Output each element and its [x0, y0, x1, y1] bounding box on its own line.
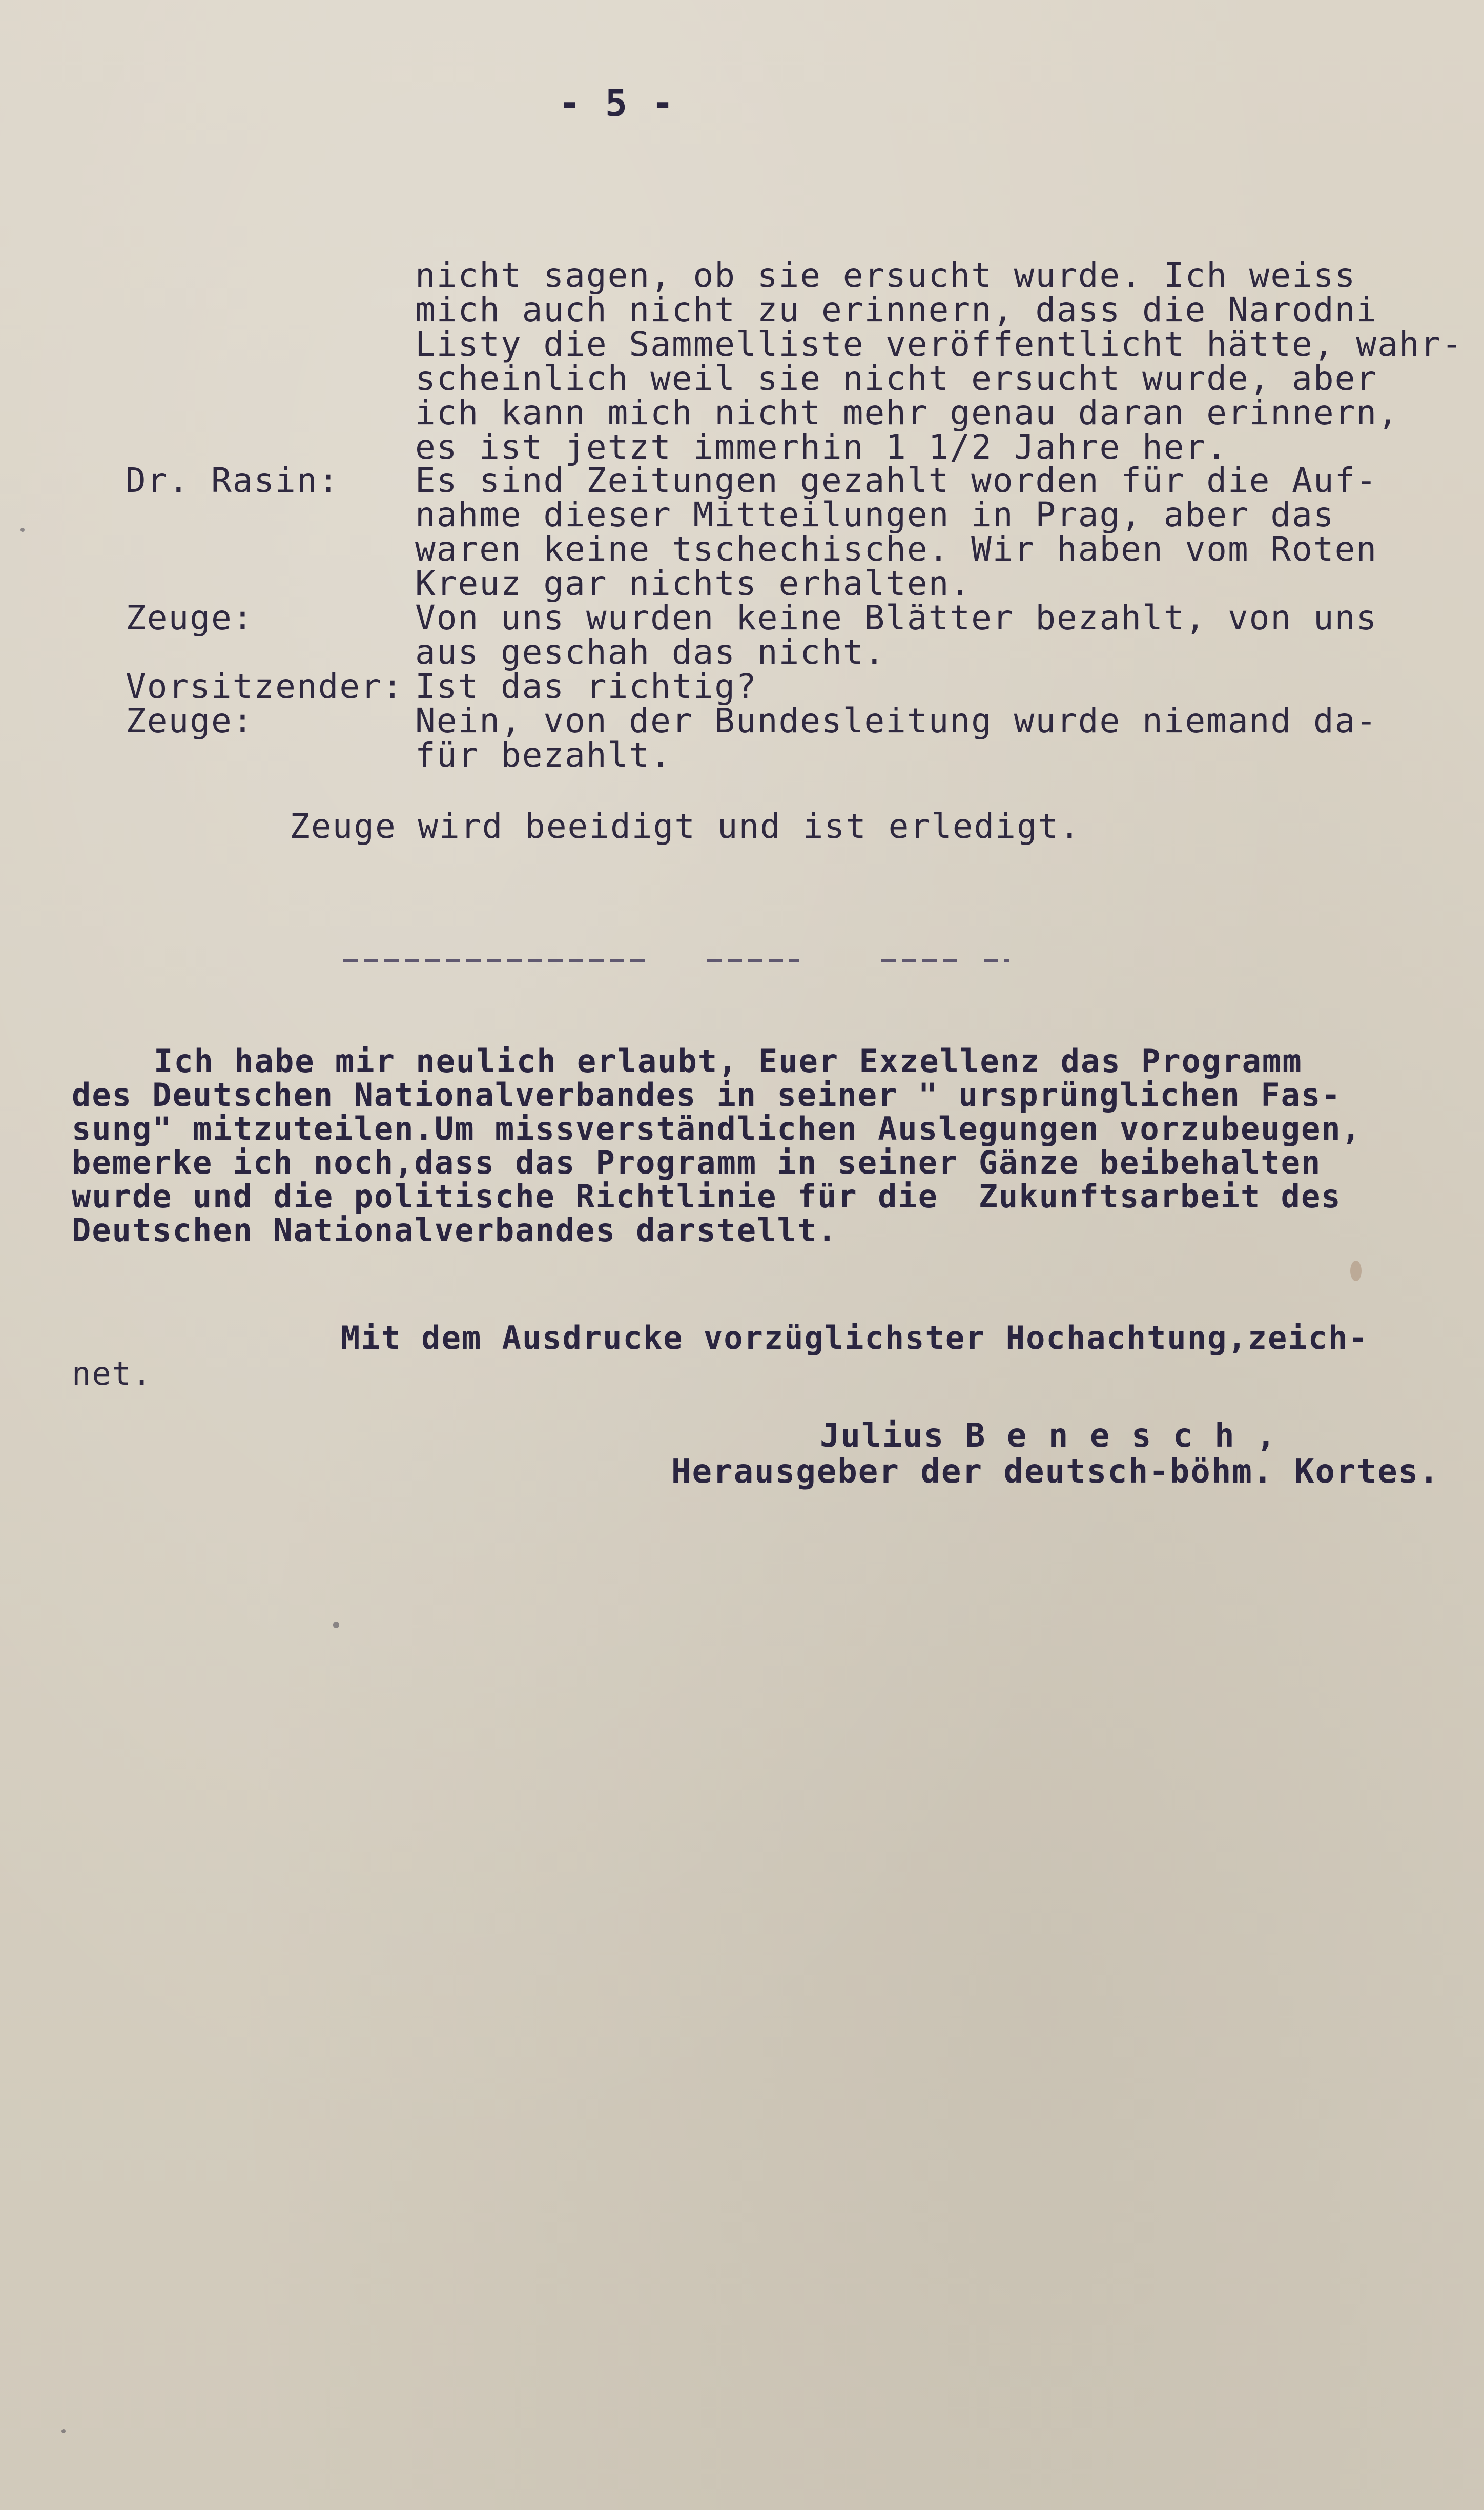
closing-line: net. — [72, 1355, 153, 1392]
bleed-through-text — [779, 56, 791, 99]
letter-line: Ich habe mir neulich erlaubt, Euer Exzellenz das Programm — [154, 1042, 1303, 1080]
speaker-label: Zeuge: — [126, 598, 254, 637]
text-line: Listy die Sammelliste veröffentlicht hätte, wahr- — [415, 324, 1464, 364]
text-line: es ist jetzt immerhin 1 1/2 Jahre her. — [415, 427, 1228, 467]
text-line: ich kann mich nicht mehr genau daran erinnern, — [415, 393, 1399, 433]
utterance-line: Von uns wurden keine Blätter bezahlt, von uns — [415, 598, 1378, 637]
signatory-title: Herausgeber der deutsch-böhm. Kortes. — [671, 1453, 1440, 1491]
letter-line: wurde und die politische Richtlinie für die Zukunftsarbeit des — [72, 1178, 1342, 1215]
page-number: - 5 - — [559, 81, 675, 125]
letter-line: sung" mitzuteilen.Um missverständlichen Auslegungen vorzubeugen, — [72, 1110, 1362, 1147]
text-line: mich auch nicht zu erinnern, dass die Narodni — [415, 290, 1378, 330]
sworn-note: Zeuge wird beeidigt und ist erledigt. — [290, 807, 1081, 846]
paper-speck — [61, 2429, 66, 2433]
letter-line: bemerke ich noch,dass das Programm in seiner Gänze beibehalten — [72, 1144, 1322, 1181]
closing-line: Mit dem Ausdrucke vorzüglichster Hochachtung,zeich- — [341, 1319, 1369, 1356]
utterance-line: Nein, von der Bundesleitung wurde niemand da- — [415, 701, 1378, 740]
text-line: nicht sagen, ob sie ersucht wurde. Ich weiss — [415, 256, 1356, 295]
utterance-line: waren keine tschechische. Wir haben vom Roten — [415, 529, 1378, 569]
letter-line: Deutschen Nationalverbandes darstellt. — [72, 1211, 838, 1249]
paper-speck — [20, 528, 25, 532]
utterance-line: Kreuz gar nichts erhalten. — [415, 564, 972, 603]
divider-segment — [984, 959, 1009, 962]
utterance-line: nahme dieser Mitteilungen in Prag, aber das — [415, 495, 1335, 534]
divider-segment — [707, 959, 799, 962]
speaker-label: Zeuge: — [126, 701, 254, 740]
paper-speck — [1350, 1261, 1362, 1281]
speaker-label: Dr. Rasin: — [126, 461, 340, 500]
utterance-line: aus geschah das nicht. — [415, 632, 886, 672]
utterance-line: Es sind Zeitungen gezahlt worden für die Auf- — [415, 461, 1378, 500]
divider-segment — [881, 959, 963, 962]
letter-line: des Deutschen Nationalverbandes in seiner " ursprünglichen Fas- — [72, 1076, 1342, 1114]
paper-speck — [333, 1622, 339, 1628]
divider-segment — [343, 959, 651, 962]
signatory-name: Julius B e n e s c h , — [820, 1417, 1277, 1455]
utterance-line: Ist das richtig? — [415, 667, 757, 706]
text-line: scheinlich weil sie nicht ersucht wurde, aber — [415, 359, 1378, 398]
speaker-label: Vorsitzender: — [126, 667, 404, 706]
utterance-line: für bezahlt. — [415, 735, 672, 775]
